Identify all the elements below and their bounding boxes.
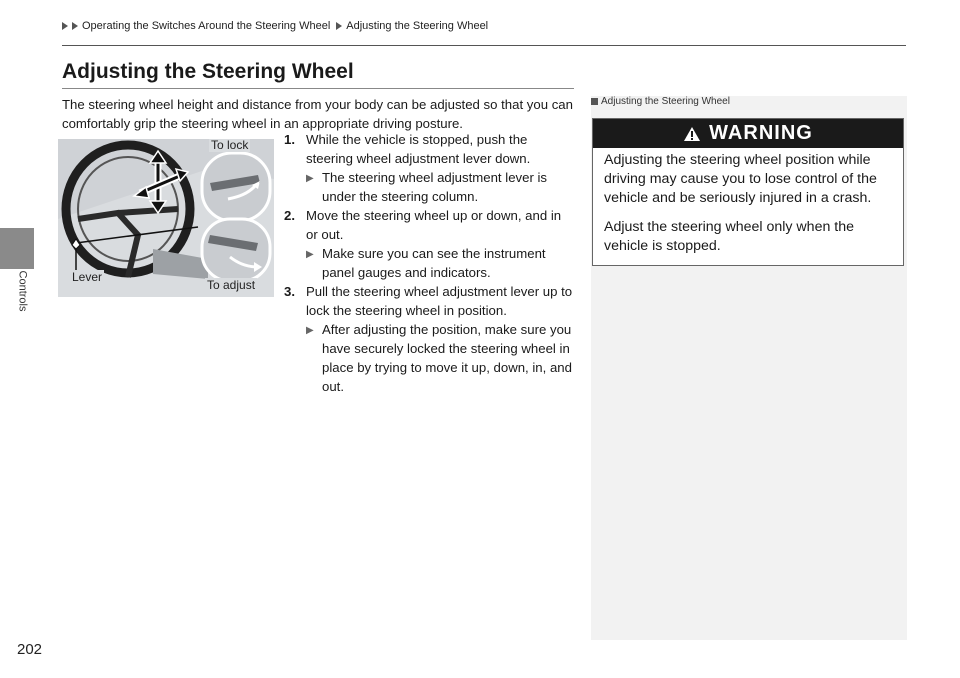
step-2-note: ▶ Make sure you can see the instrument panel gauges and indicators. <box>306 246 546 280</box>
step-1: 1. While the vehicle is stopped, push the steering wheel adjustment lever down. <box>284 132 531 166</box>
adjust-inset <box>202 219 270 281</box>
steering-wheel-illustration <box>58 139 274 297</box>
header-divider <box>62 45 906 46</box>
warning-body <box>604 151 896 266</box>
breadcrumb-arrow-icon <box>336 22 342 30</box>
reference-icon <box>591 98 598 105</box>
note-arrow-icon: ▶ <box>306 173 314 184</box>
step-1-note: ▶ The steering wheel adjustment lever is under the steering column. <box>306 170 548 204</box>
section-tab <box>0 228 34 269</box>
to-adjust-label: To adjust <box>207 278 256 292</box>
step-2: 2. Move the steering wheel up or down, and in or out. <box>284 208 562 242</box>
section-label: Controls <box>16 270 28 312</box>
step-3-note: ▶ After adjusting the position, make sure you have securely locked the steering wheel in place by trying to move it up, down, in, and out. <box>306 322 572 394</box>
page-title: Adjusting the Steering Wheel <box>62 60 354 83</box>
sidebar-heading: Adjusting the Steering Wheel <box>591 96 730 107</box>
warning-header: WARNING <box>593 119 903 148</box>
to-lock-label: To lock <box>211 139 249 152</box>
page-number: 202 <box>17 641 43 658</box>
lever-label: Lever <box>72 270 103 284</box>
warning-paragraph: Adjust the steering wheel only when the vehicle is stopped. <box>604 219 855 254</box>
note-arrow-icon: ▶ <box>306 249 314 260</box>
warning-triangle-icon <box>683 126 701 142</box>
warning-paragraph: Adjusting the steering wheel position while driving may cause you to lose control of the vehicle and be seriously injured in a crash. <box>604 152 877 206</box>
intro-paragraph: The steering wheel height and distance from your body can be adjusted so that you can comfortably grip the steering wheel in an appropriate driving posture. <box>62 97 573 131</box>
breadcrumb-item[interactable]: Adjusting the Steering Wheel <box>346 20 489 32</box>
note-arrow-icon: ▶ <box>306 325 314 336</box>
step-3: 3. Pull the steering wheel adjustment lever up to lock the steering wheel in position. <box>284 284 573 318</box>
breadcrumb-item[interactable]: Operating the Switches Around the Steering Wheel <box>82 20 331 32</box>
warning-box <box>592 118 904 266</box>
title-divider <box>62 88 574 89</box>
breadcrumb <box>62 20 488 32</box>
procedure-steps <box>284 130 576 396</box>
breadcrumb-arrow-icon <box>62 22 68 30</box>
lock-inset <box>202 153 270 221</box>
breadcrumb-arrow-icon <box>72 22 78 30</box>
